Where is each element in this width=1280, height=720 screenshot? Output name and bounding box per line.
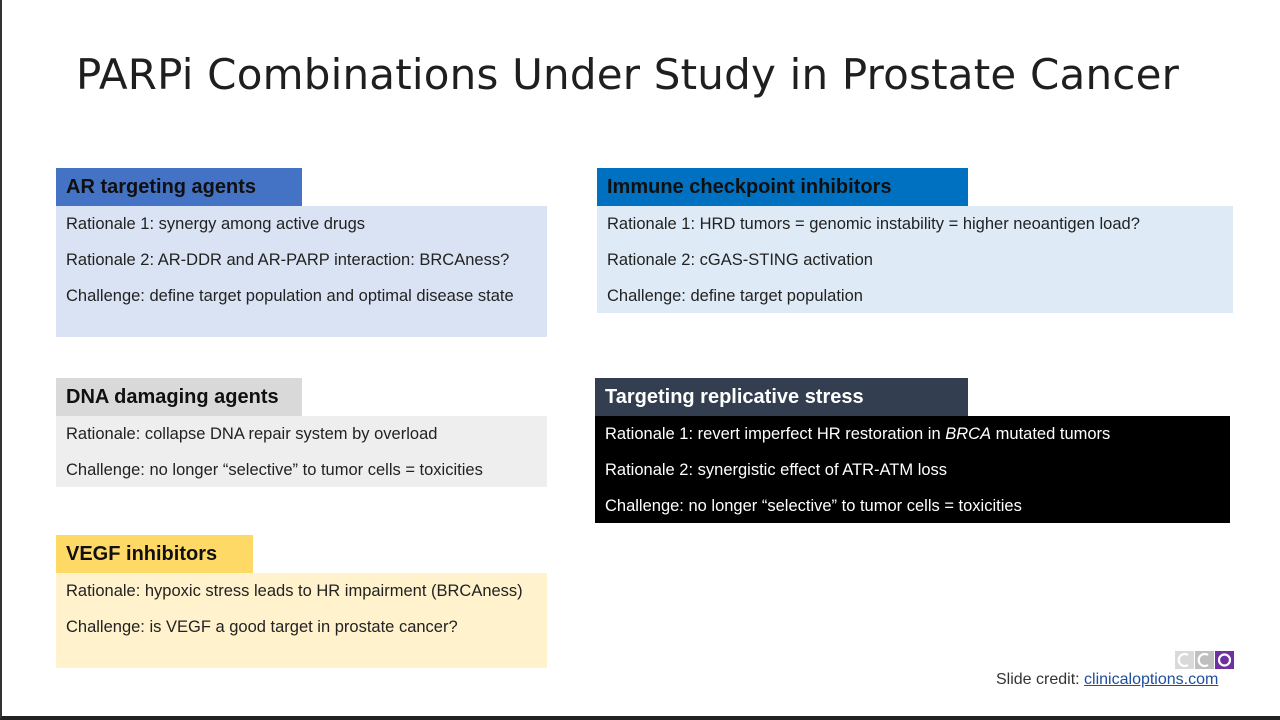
slide-credit-label: Slide credit: [996, 671, 1085, 688]
ar-challenge: Challenge: define target population and optimal disease state [66, 287, 514, 305]
replicative-stress-box [595, 416, 1230, 523]
immune-rationale-2: Rationale 2: cGAS-STING activation [607, 251, 873, 269]
dna-challenge: Challenge: no longer “selective” to tumor cells = toxicities [66, 461, 483, 479]
vegf-box [56, 573, 547, 668]
ar-targeting-heading: AR targeting agents [56, 168, 302, 206]
dna-damaging-box [56, 416, 547, 487]
brca-italic: BRCA [945, 425, 992, 443]
immune-challenge: Challenge: define target population [607, 287, 863, 305]
slide-title: PARPi Combinations Under Study in Prostate Cancer [76, 50, 1180, 99]
replicative-challenge: Challenge: no longer “selective” to tumor cells = toxicities [605, 497, 1022, 515]
ar-targeting-box [56, 206, 547, 337]
dna-rationale: Rationale: collapse DNA repair system by overload [66, 425, 438, 443]
vegf-heading: VEGF inhibitors [56, 535, 253, 573]
replicative-rationale-1-prefix: Rationale 1: revert imperfect HR restoration in [605, 425, 946, 443]
replicative-rationale-2: Rationale 2: synergistic effect of ATR-ATM loss [605, 461, 948, 479]
replicative-stress-heading: Targeting replicative stress [595, 378, 968, 416]
immune-rationale-1: Rationale 1: HRD tumors = genomic instability = higher neoantigen load? [607, 215, 1140, 233]
ar-rationale-2: Rationale 2: AR-DDR and AR-PARP interaction: BRCAness? [66, 251, 510, 269]
immune-checkpoint-heading: Immune checkpoint inhibitors [597, 168, 968, 206]
replicative-rationale-1 [605, 422, 1220, 446]
replicative-rationale-1-suffix: mutated tumors [991, 425, 1111, 443]
clinicaloptions-link[interactable]: clinicaloptions.com [1084, 671, 1219, 688]
ar-rationale-1: Rationale 1: synergy among active drugs [66, 215, 365, 233]
vegf-challenge: Challenge: is VEGF a good target in prostate cancer? [66, 618, 458, 636]
dna-damaging-heading: DNA damaging agents [56, 378, 302, 416]
cco-logo-icon [1175, 651, 1234, 669]
vegf-rationale: Rationale: hypoxic stress leads to HR impairment (BRCAness) [66, 582, 523, 600]
immune-checkpoint-box [597, 206, 1233, 313]
slide-credit [996, 671, 1218, 689]
